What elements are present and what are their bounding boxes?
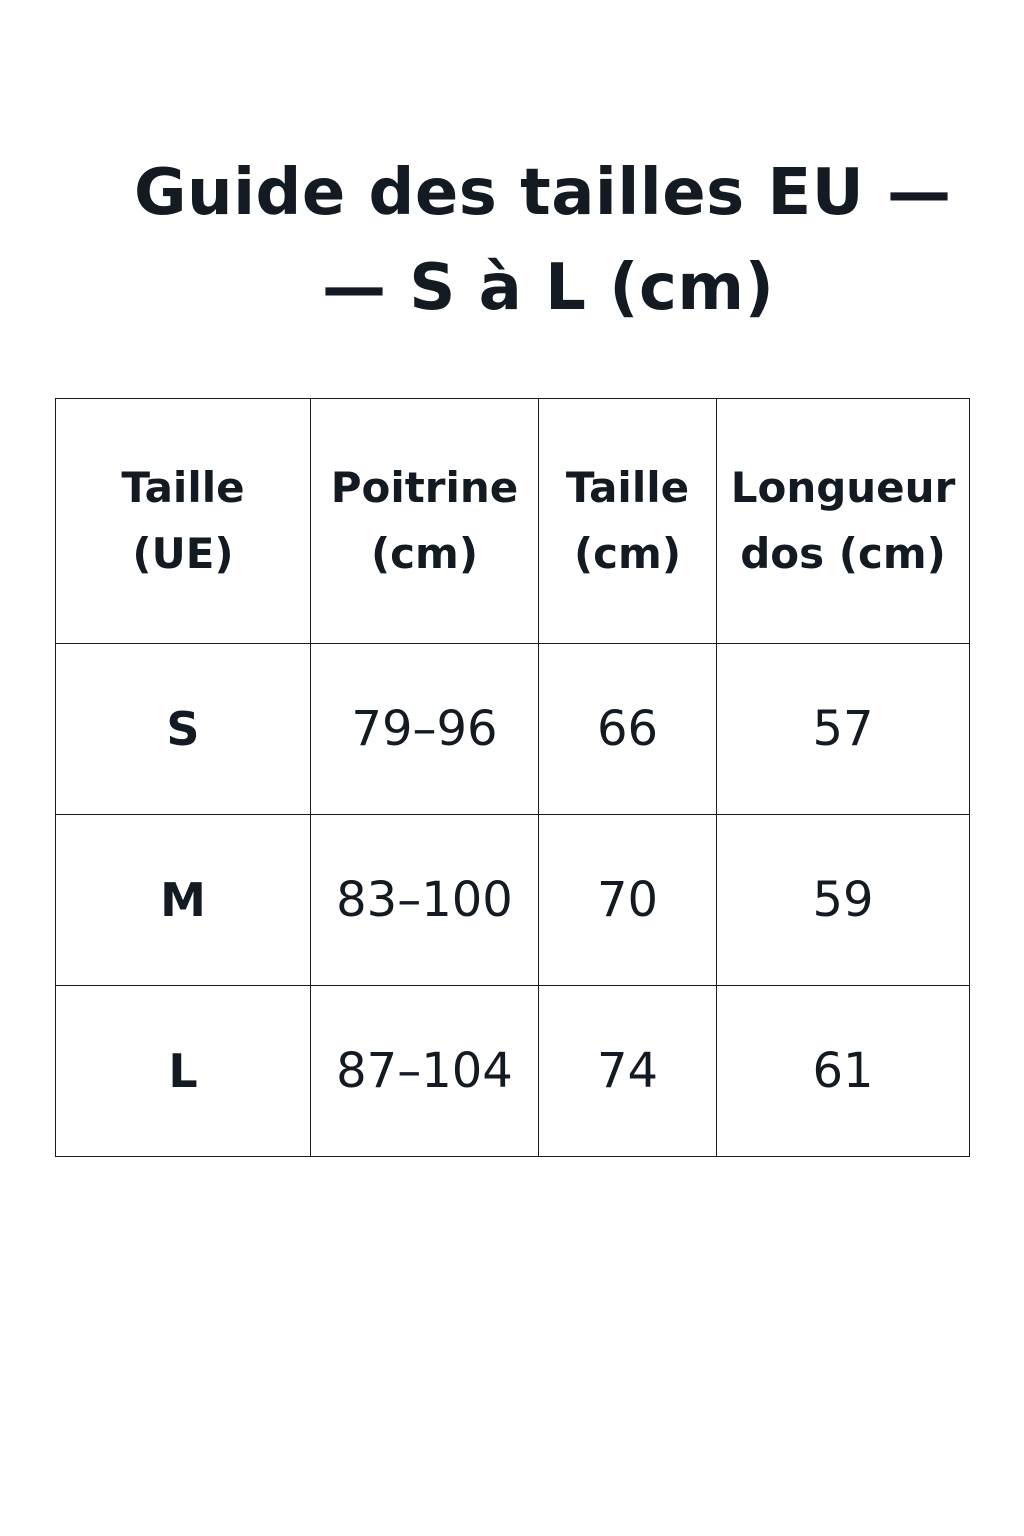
header-back-length [717,399,970,644]
size-cell: S [56,644,311,815]
size-cell: L [56,986,311,1157]
waist-cell: 74 [539,986,717,1157]
header-back-length-line-2: dos (cm) [740,529,946,578]
size-cell: M [56,815,311,986]
header-size-line-2: (UE) [132,529,234,578]
size-chart-table [55,398,970,1157]
chest-cell: 87–104 [311,986,539,1157]
header-chest-line-1: Poitrine [330,463,519,512]
chest-cell: 79–96 [311,644,539,815]
header-chest-line-2: (cm) [370,529,479,578]
title-line-1: Guide des tailles EU — [134,156,952,230]
table-row [56,815,970,986]
chest-cell: 83–100 [311,815,539,986]
table-row [56,986,970,1157]
header-chest [311,399,539,644]
back-length-cell: 57 [717,644,970,815]
header-waist-line-1: Taille [565,463,690,512]
back-length-cell: 59 [717,815,970,986]
header-size-line-1: Taille [121,463,245,512]
waist-cell: 66 [539,644,717,815]
header-waist [539,399,717,644]
table-row [56,644,970,815]
back-length-cell: 61 [717,986,970,1157]
header-size [56,399,311,644]
header-back-length-line-1: Longueur [730,463,956,512]
title-line-2: — S à L (cm) [322,251,775,325]
table-header-row [56,399,970,644]
waist-cell: 70 [539,815,717,986]
header-waist-line-2: (cm) [573,529,682,578]
